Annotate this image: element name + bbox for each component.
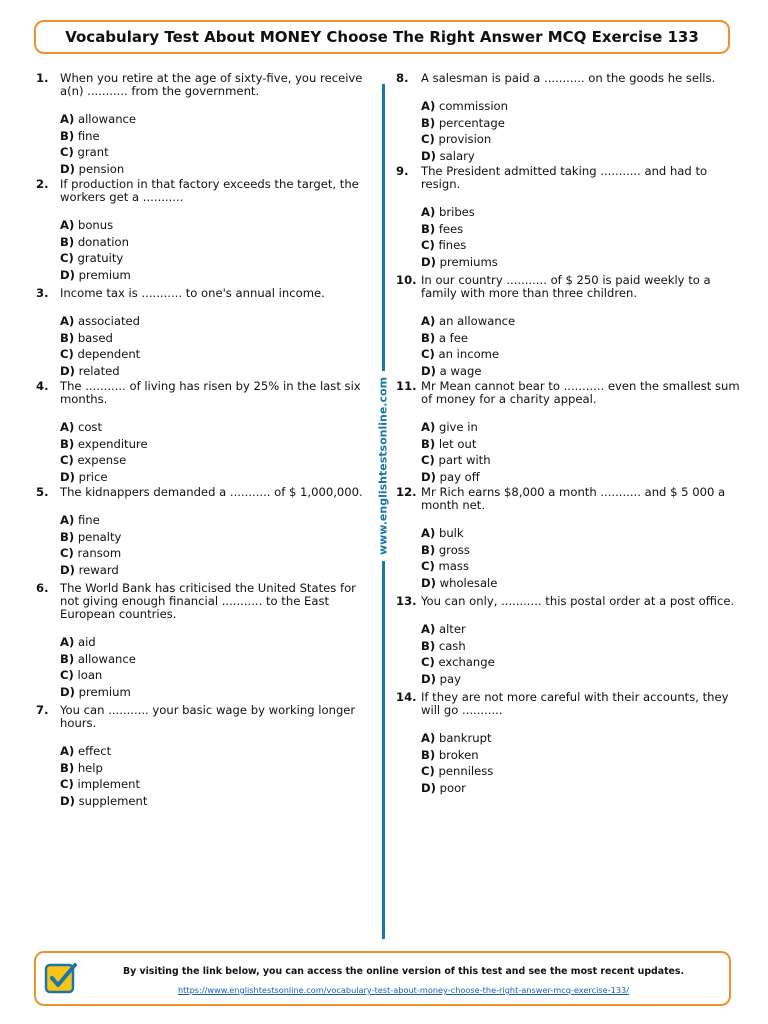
option-text: premium: [78, 267, 131, 282]
answer-option[interactable]: [421, 98, 740, 115]
question: [396, 595, 740, 687]
option-letter: A): [60, 112, 75, 126]
answer-option[interactable]: [421, 204, 740, 221]
answer-option[interactable]: [421, 254, 740, 271]
question-text: You can ........... your basic wage by working longer hours.: [60, 703, 356, 730]
option-letter: D): [60, 562, 75, 577]
answer-options: [421, 419, 740, 485]
answer-option[interactable]: [60, 529, 370, 546]
question-head: [396, 595, 740, 608]
question-number: 5.: [36, 485, 49, 499]
option-text: bankrupt: [438, 731, 492, 745]
question-head: [36, 178, 370, 204]
answer-options: [421, 525, 740, 591]
option-letter: B): [60, 760, 75, 775]
option-letter: B): [421, 115, 436, 130]
question-head: [36, 287, 370, 300]
answer-options: [421, 204, 740, 270]
question: [396, 691, 740, 796]
option-text: cash: [438, 638, 466, 653]
question-text: If they are not more careful with their accounts, they will go ...........: [421, 690, 729, 717]
answer-option[interactable]: [60, 760, 370, 777]
answer-options: [421, 621, 740, 687]
question-number: 7.: [36, 703, 49, 717]
option-text: provision: [438, 132, 492, 146]
question-number: 1.: [36, 71, 49, 85]
question-number: 2.: [36, 177, 49, 191]
question-text: Income tax is ........... to one's annual income.: [60, 286, 325, 300]
option-text: premium: [78, 684, 131, 699]
answer-options: [60, 419, 370, 485]
option-text: allowance: [77, 651, 136, 666]
option-letter: C): [421, 132, 435, 146]
answer-option[interactable]: [60, 743, 370, 760]
option-letter: C): [60, 251, 74, 265]
option-letter: A): [421, 99, 436, 113]
option-text: penalty: [77, 529, 122, 544]
question-head: [36, 704, 370, 730]
answer-option[interactable]: [421, 558, 740, 575]
option-text: expense: [77, 453, 127, 467]
question-number: 3.: [36, 286, 49, 300]
option-text: gross: [438, 542, 470, 557]
answer-option[interactable]: [60, 313, 370, 330]
option-letter: A): [60, 513, 75, 527]
question: [396, 165, 740, 270]
question-head: [396, 486, 740, 512]
option-letter: C): [421, 559, 435, 573]
question-text: Mr Mean cannot bear to ........... even the smallest sum of money for a charity appeal.: [421, 379, 740, 406]
option-text: dependent: [77, 347, 141, 361]
option-letter: B): [60, 436, 75, 451]
option-text: premiums: [439, 254, 498, 269]
question: [36, 178, 370, 283]
option-letter: B): [421, 747, 436, 762]
question: [396, 380, 740, 485]
option-letter: D): [421, 671, 436, 686]
option-letter: B): [421, 330, 436, 345]
option-text: price: [78, 469, 108, 484]
footer-note: By visiting the link below, you can access the online version of this test and see the most recent updates.: [122, 966, 685, 977]
answer-option[interactable]: [60, 330, 370, 347]
answer-option[interactable]: [60, 684, 370, 701]
option-letter: A): [421, 622, 436, 636]
option-letter: A): [60, 744, 75, 758]
question-text: The kidnappers demanded a ........... of $ 1,000,000.: [60, 485, 363, 499]
answer-options: [60, 512, 370, 578]
question-head: [396, 274, 740, 300]
answer-option[interactable]: [60, 217, 370, 234]
answer-option[interactable]: [60, 267, 370, 284]
option-text: grant: [77, 145, 109, 159]
question-head: [36, 380, 370, 406]
option-letter: B): [60, 128, 75, 143]
option-text: alter: [438, 622, 466, 636]
answer-option[interactable]: [60, 250, 370, 267]
option-text: reward: [78, 562, 119, 577]
answer-option[interactable]: [421, 469, 740, 486]
questions-column-left: [36, 72, 370, 809]
option-text: broken: [438, 747, 479, 762]
option-text: supplement: [78, 793, 148, 808]
question: [36, 486, 370, 578]
answer-options: [60, 217, 370, 283]
option-text: implement: [77, 777, 141, 791]
answer-option[interactable]: [421, 542, 740, 559]
option-text: bonus: [77, 218, 114, 232]
option-text: give in: [438, 420, 478, 434]
option-letter: D): [421, 469, 436, 484]
question: [396, 72, 740, 164]
answer-option[interactable]: [421, 763, 740, 780]
answer-option[interactable]: [421, 148, 740, 165]
answer-option[interactable]: [60, 776, 370, 793]
question-head: [396, 72, 740, 85]
answer-options: [60, 313, 370, 379]
answer-options: [60, 634, 370, 700]
option-text: an allowance: [438, 314, 516, 328]
option-letter: D): [421, 575, 436, 590]
answer-option[interactable]: [60, 452, 370, 469]
answer-option[interactable]: [60, 363, 370, 380]
question-head: [36, 582, 370, 621]
option-letter: B): [60, 234, 75, 249]
option-letter: A): [60, 218, 75, 232]
question-number: 14.: [396, 690, 417, 704]
answer-options: [60, 111, 370, 177]
question-text: The ........... of living has risen by 25% in the last six months.: [60, 379, 361, 406]
option-letter: D): [421, 254, 436, 269]
question-text: Mr Rich earns $8,000 a month ........... and $ 5 000 a month net.: [421, 485, 726, 512]
question: [36, 704, 370, 809]
option-letter: D): [60, 684, 75, 699]
option-letter: D): [60, 161, 75, 176]
option-text: fine: [77, 513, 100, 527]
option-letter: C): [421, 347, 435, 361]
option-letter: B): [421, 638, 436, 653]
question-text: In our country ........... of $ 250 is paid weekly to a family with more than three children.: [421, 273, 711, 300]
option-letter: C): [421, 238, 435, 252]
answer-option[interactable]: [60, 144, 370, 161]
question-text: A salesman is paid a ........... on the goods he sells.: [421, 71, 716, 85]
option-letter: A): [421, 420, 436, 434]
option-text: cost: [77, 420, 103, 434]
option-text: exchange: [438, 655, 495, 669]
question: [396, 486, 740, 591]
answer-option[interactable]: [421, 575, 740, 592]
option-text: mass: [438, 559, 469, 573]
question-number: 13.: [396, 594, 417, 608]
answer-option[interactable]: [60, 562, 370, 579]
question-number: 11.: [396, 379, 417, 393]
option-text: commission: [438, 99, 508, 113]
answer-option[interactable]: [60, 436, 370, 453]
question: [36, 582, 370, 700]
option-text: an income: [438, 347, 500, 361]
option-letter: B): [60, 529, 75, 544]
answer-option[interactable]: [60, 346, 370, 363]
question: [36, 380, 370, 485]
option-letter: A): [421, 731, 436, 745]
answer-options: [421, 730, 740, 796]
answer-option[interactable]: [421, 346, 740, 363]
answer-option[interactable]: [421, 221, 740, 238]
site-label: www.englishtestsonline.com: [377, 371, 390, 561]
option-letter: C): [60, 546, 74, 560]
question-number: 4.: [36, 379, 49, 393]
option-text: effect: [77, 744, 112, 758]
answer-option[interactable]: [60, 512, 370, 529]
question: [36, 72, 370, 177]
answer-option[interactable]: [421, 330, 740, 347]
option-letter: C): [421, 453, 435, 467]
answer-option[interactable]: [421, 419, 740, 436]
option-text: a fee: [438, 330, 468, 345]
question-text: You can only, ........... this postal order at a post office.: [421, 594, 735, 608]
option-text: fine: [77, 128, 100, 143]
answer-option[interactable]: [421, 638, 740, 655]
option-text: expenditure: [77, 436, 148, 451]
option-text: part with: [438, 453, 491, 467]
option-text: related: [78, 363, 120, 378]
answer-option[interactable]: [421, 671, 740, 688]
option-text: fines: [438, 238, 467, 252]
question-head: [36, 486, 370, 499]
answer-option[interactable]: [421, 363, 740, 380]
page-title: Vocabulary Test About MONEY Choose The Right Answer MCQ Exercise 133: [65, 28, 699, 46]
option-text: salary: [439, 148, 475, 163]
option-text: based: [77, 330, 113, 345]
answer-option[interactable]: [60, 111, 370, 128]
option-letter: B): [421, 542, 436, 557]
option-letter: D): [60, 363, 75, 378]
answer-option[interactable]: [421, 525, 740, 542]
option-letter: D): [60, 267, 75, 282]
answer-option[interactable]: [421, 654, 740, 671]
option-letter: C): [421, 655, 435, 669]
answer-options: [60, 743, 370, 809]
question-number: 12.: [396, 485, 417, 499]
answer-option[interactable]: [421, 313, 740, 330]
answer-option[interactable]: [60, 161, 370, 178]
answer-option[interactable]: [421, 780, 740, 797]
questions-column-right: [396, 72, 740, 796]
option-text: associated: [77, 314, 140, 328]
option-text: poor: [439, 780, 466, 795]
option-text: ransom: [77, 546, 122, 560]
option-text: donation: [77, 234, 129, 249]
answer-option[interactable]: [60, 128, 370, 145]
answer-option[interactable]: [421, 730, 740, 747]
option-letter: A): [421, 205, 436, 219]
option-text: a wage: [439, 363, 482, 378]
answer-option[interactable]: [60, 469, 370, 486]
question-number: 10.: [396, 273, 417, 287]
option-letter: B): [60, 330, 75, 345]
answer-option[interactable]: [60, 545, 370, 562]
answer-option[interactable]: [60, 651, 370, 668]
answer-option[interactable]: [421, 436, 740, 453]
option-letter: C): [60, 777, 74, 791]
question-text: When you retire at the age of sixty-five, you receive a(n) ........... from the government.: [60, 71, 363, 98]
footer-box: [34, 951, 731, 1006]
answer-option[interactable]: [60, 419, 370, 436]
option-letter: A): [60, 420, 75, 434]
answer-option[interactable]: [421, 131, 740, 148]
question-head: [36, 72, 370, 98]
option-letter: B): [60, 651, 75, 666]
footer-link[interactable]: https://www.englishtestsonline.com/vocabulary-test-about-money-choose-the-right-answer-mcq-exercise-133/: [177, 985, 630, 995]
question-head: [396, 380, 740, 406]
answer-option[interactable]: [421, 747, 740, 764]
option-letter: B): [421, 221, 436, 236]
option-letter: C): [60, 145, 74, 159]
question-number: 8.: [396, 71, 409, 85]
question-text: If production in that factory exceeds the target, the workers get a ...........: [60, 177, 359, 204]
option-letter: C): [60, 347, 74, 361]
option-letter: C): [421, 764, 435, 778]
option-letter: C): [60, 453, 74, 467]
option-letter: A): [60, 314, 75, 328]
option-text: pension: [78, 161, 125, 176]
option-text: bulk: [438, 526, 464, 540]
option-text: gratuity: [77, 251, 124, 265]
option-letter: D): [421, 780, 436, 795]
question: [396, 274, 740, 379]
option-letter: A): [421, 314, 436, 328]
question-text: The President admitted taking ........... and had to resign.: [421, 164, 708, 191]
question: [36, 287, 370, 379]
option-letter: D): [60, 793, 75, 808]
option-letter: A): [421, 526, 436, 540]
answer-option[interactable]: [421, 621, 740, 638]
option-text: loan: [77, 668, 103, 682]
option-letter: D): [421, 148, 436, 163]
question-head: [396, 165, 740, 191]
option-letter: B): [421, 436, 436, 451]
option-text: help: [77, 760, 103, 775]
answer-option[interactable]: [60, 667, 370, 684]
option-text: allowance: [77, 112, 137, 126]
question-number: 9.: [396, 164, 409, 178]
answer-options: [421, 98, 740, 164]
answer-option[interactable]: [60, 634, 370, 651]
option-text: aid: [77, 635, 96, 649]
answer-option[interactable]: [421, 237, 740, 254]
option-letter: A): [60, 635, 75, 649]
option-text: fees: [438, 221, 464, 236]
answer-options: [421, 313, 740, 379]
option-text: pay off: [439, 469, 480, 484]
option-text: wholesale: [439, 575, 498, 590]
title-box: [34, 20, 730, 54]
checkbox-check-icon: [44, 962, 78, 994]
option-text: percentage: [438, 115, 505, 130]
option-text: pay: [439, 671, 461, 686]
question-number: 6.: [36, 581, 49, 595]
footer-text: [86, 965, 721, 997]
option-text: penniless: [438, 764, 494, 778]
option-letter: D): [421, 363, 436, 378]
answer-option[interactable]: [421, 115, 740, 132]
option-text: bribes: [438, 205, 475, 219]
option-text: let out: [438, 436, 477, 451]
question-text: The World Bank has criticised the United States for not giving enough financial ........... to the East European countries.: [60, 581, 356, 621]
option-letter: D): [60, 469, 75, 484]
answer-option[interactable]: [60, 234, 370, 251]
question-head: [396, 691, 740, 717]
answer-option[interactable]: [421, 452, 740, 469]
answer-option[interactable]: [60, 793, 370, 810]
option-letter: C): [60, 668, 74, 682]
